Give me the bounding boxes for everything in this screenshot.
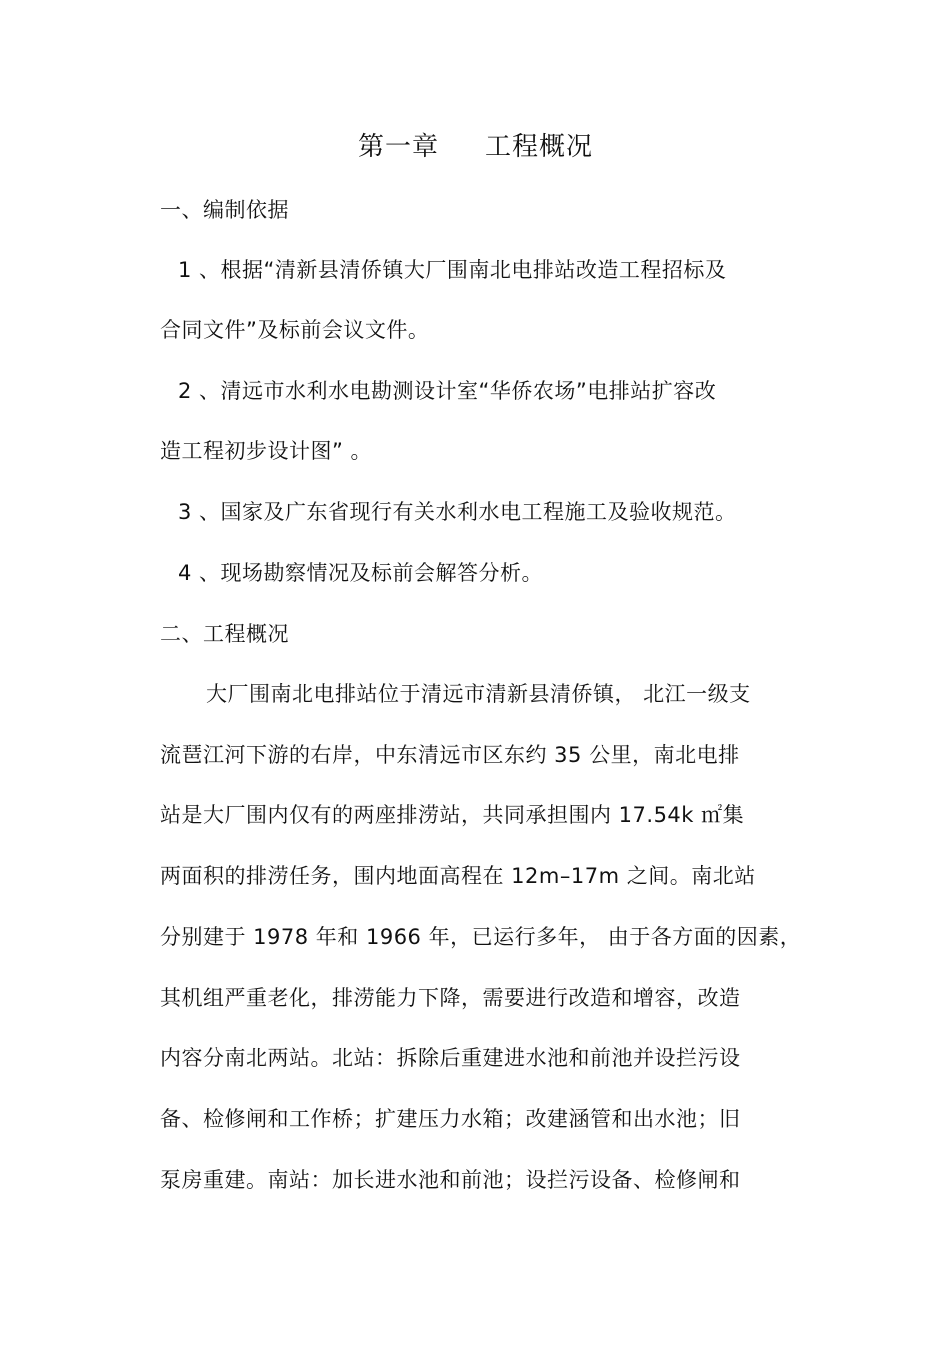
basis-item-2-line-2: 造工程初步设计图” 。: [160, 439, 373, 463]
overview-line-9: 泵房重建。南站：加长进水池和前池；设拦污设备、检修闸和: [160, 1168, 741, 1192]
overview-line-5: 分别建于 1978 年和 1966 年，已运行多年， 由于各方面的因素，: [160, 925, 802, 949]
chapter-number: 第一章: [358, 132, 440, 162]
basis-item-1-line-1: 1 、根据“清新县清侨镇大厂围南北电排站改造工程招标及: [178, 258, 727, 282]
overview-line-8: 备、检修闸和工作桥；扩建压力水箱；改建涵管和出水池；旧: [160, 1107, 741, 1131]
chapter-name: 工程概况: [485, 132, 594, 162]
basis-item-4: 4 、现场勘察情况及标前会解答分析。: [178, 561, 544, 585]
overview-line-2: 流琶江河下游的右岸，中东清远市区东约 35 公里，南北电排: [160, 743, 740, 767]
basis-item-1-line-2: 合同文件”及标前会议文件。: [160, 318, 430, 342]
section-heading-overview: 二、工程概况: [160, 622, 289, 646]
section-heading-basis: 一、编制依据: [160, 198, 289, 222]
overview-line-6: 其机组严重老化，排涝能力下降，需要进行改造和增容，改造: [160, 986, 741, 1010]
overview-line-3: 站是大厂围内仅有的两座排涝站，共同承担围内 17.54k ㎡集: [160, 803, 745, 827]
basis-item-2-line-1: 2 、清远市水利水电勘测设计室“华侨农场”电排站扩容改: [178, 379, 717, 403]
overview-line-4: 两面积的排涝任务，围内地面高程在 12m–17m 之间。南北站: [160, 864, 756, 888]
overview-line-7: 内容分南北两站。北站：拆除后重建进水池和前池并设拦污设: [160, 1046, 741, 1070]
overview-line-1: 大厂围南北电排站位于清远市清新县清侨镇， 北江一级支: [206, 682, 751, 706]
basis-item-3: 3 、国家及广东省现行有关水利水电工程施工及验收规范。: [178, 500, 737, 524]
chapter-title: [358, 130, 593, 164]
